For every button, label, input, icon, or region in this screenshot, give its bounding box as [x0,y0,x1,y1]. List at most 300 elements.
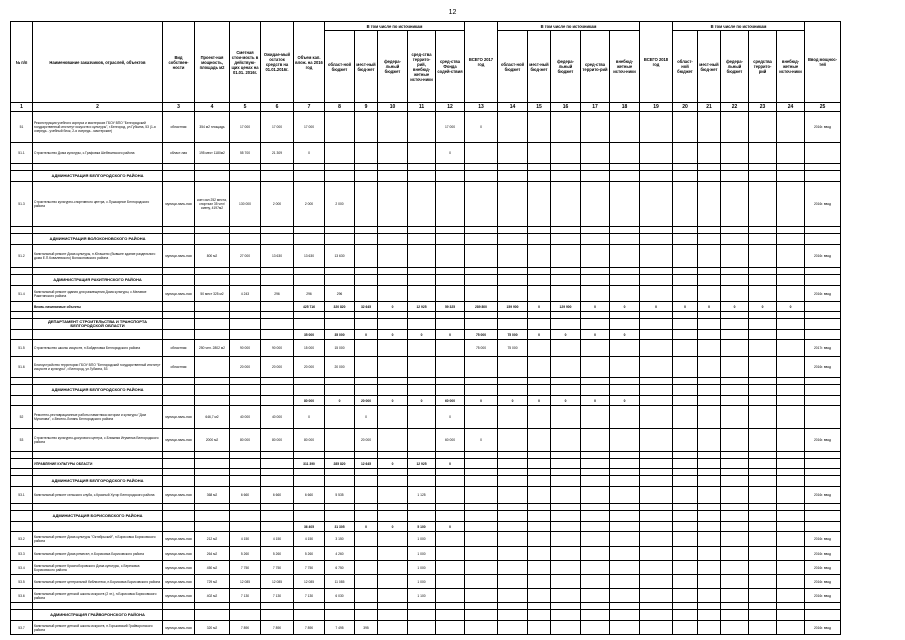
cell-value [378,561,408,575]
empty-cell [610,385,640,396]
cell-value: муници-паль-ная [163,245,195,268]
cell-value: 0 [777,302,805,312]
cell-value: муници-паль-ная [163,406,195,429]
cell-value: 0 [355,406,378,429]
cell-value [355,575,378,589]
cell-value [465,406,498,429]
empty-cell [498,610,528,621]
empty-cell [436,378,465,385]
column-number-row [11,103,841,112]
cell-value [528,547,551,561]
empty-cell [325,312,355,319]
empty-cell [610,378,640,385]
cell-value [355,532,378,547]
empty-cell [673,610,698,621]
cell-value [721,487,749,504]
cell-value: 20 000 [355,396,378,406]
cell-value: 15 000 [294,340,325,357]
row-number: 53.7 [11,621,33,635]
empty-cell [777,319,805,330]
cell-value [581,143,610,164]
cell-value: областная [163,357,195,378]
column-number: 19 [640,103,673,112]
cell-value [673,245,698,268]
empty-cell [551,385,581,396]
empty-cell [163,511,195,522]
subtotal-row [11,302,841,312]
empty-cell [805,275,841,286]
empty-cell [294,319,325,330]
empty-cell [230,504,261,511]
empty-cell [261,227,294,234]
empty-cell [528,385,551,396]
empty-cell [551,511,581,522]
cell-value [610,143,640,164]
column-number: 22 [721,103,749,112]
row-number: 51.4 [11,286,33,302]
column-number: 16 [551,103,581,112]
empty-cell [698,268,721,275]
cell-value [498,357,528,378]
empty-cell [698,378,721,385]
empty-cell [294,385,325,396]
empty-cell [465,378,498,385]
empty-cell [408,319,436,330]
cell-value [673,575,698,589]
cell-value [163,396,195,406]
empty-cell [378,164,408,171]
cell-value [581,406,610,429]
cell-value [749,396,777,406]
empty-cell [163,378,195,385]
cell-value: 27 000 [230,245,261,268]
empty-cell [805,312,841,319]
cell-value [698,112,721,143]
column-number: 18 [610,103,640,112]
cell-value [551,245,581,268]
cell-value [498,575,528,589]
cell-value [465,487,498,504]
empty-cell [261,469,294,476]
cell-value: 60 000 [436,396,465,406]
cell-value: 1 000 [408,575,436,589]
cell-value [465,575,498,589]
cell-value: 32 645 [355,302,378,312]
cell-value [498,621,528,635]
column-number: 2 [33,103,163,112]
cell-value [721,589,749,603]
cell-value [610,589,640,603]
cell-value: 4 150 [230,532,261,547]
empty-cell [261,378,294,385]
empty-cell [294,469,325,476]
cell-value [805,143,841,164]
empty-cell [436,312,465,319]
row-number: 52 [11,406,33,429]
empty-cell [498,452,528,459]
cell-value: 5 260 [261,547,294,561]
table-row [11,245,841,268]
cell-value: муници-паль-ная [163,589,195,603]
header-2018-local: мест-ный бюд-жет [698,31,721,103]
empty-cell [163,171,195,182]
empty-cell [551,469,581,476]
empty-cell [673,234,698,245]
cell-value [698,406,721,429]
row-number: 53.3 [11,547,33,561]
cell-value [378,340,408,357]
cell-value: 0 [610,330,640,340]
cell-value [465,561,498,575]
empty-cell [294,275,325,286]
cell-value: 75 000 [465,340,498,357]
column-number: 14 [498,103,528,112]
empty-cell [640,234,673,245]
empty-cell [261,275,294,286]
column-number: 21 [698,103,721,112]
row-number: 53 [11,429,33,452]
cell-value: 402 м2 [195,589,230,603]
cell-value [355,589,378,603]
cell-value: 6 030 [325,589,355,603]
header-2017-territory: сред-ства террито-рий [581,31,610,103]
column-number: 17 [581,103,610,112]
cell-value [230,330,261,340]
column-number: 1 [11,103,33,112]
cell-value: 35 000 [325,330,355,340]
cell-value [673,357,698,378]
empty-cell [355,312,378,319]
empty-cell [673,452,698,459]
cell-value: 17 000 [261,112,294,143]
empty-cell [805,511,841,522]
empty-cell [436,319,465,330]
cell-value: 17 000 [436,112,465,143]
object-name: Строительство культурно-досугового центра, с.Ближняя Игуменка Белгородского района [33,429,163,452]
cell-value [528,245,551,268]
empty-cell [528,312,551,319]
column-number: 9 [355,103,378,112]
empty-cell [378,476,408,487]
empty-cell [581,603,610,610]
cell-value [610,112,640,143]
object-name: Капитальный ремонт детской школы искусств (2 эт.), п.Борисовка Борисовского района [33,589,163,603]
cell-value [195,522,230,532]
cell-value: 800 м2 [195,245,230,268]
empty-cell [640,603,673,610]
cell-value: 0 [528,330,551,340]
cell-value [325,406,355,429]
cell-value [551,406,581,429]
cell-value: 0 [610,302,640,312]
empty-cell [610,469,640,476]
empty-cell [294,511,325,522]
cell-value: 90 000 [230,340,261,357]
header-2017-local: мест-ный бюд-жет [528,31,551,103]
empty-cell [551,476,581,487]
empty-cell [777,452,805,459]
header-2017-federal: федера-льный бюджет [551,31,581,103]
empty-cell [528,504,551,511]
row-number [11,302,33,312]
empty-cell [581,378,610,385]
cell-value [721,396,749,406]
empty-cell [378,312,408,319]
cell-value: 0 [528,396,551,406]
cell-value [551,575,581,589]
empty-cell [436,610,465,621]
empty-cell [11,227,33,234]
empty-cell [261,312,294,319]
empty-cell [11,171,33,182]
empty-cell [698,385,721,396]
empty-cell [355,610,378,621]
cell-value [378,143,408,164]
row-number: 51.5 [11,340,33,357]
header-commission: Ввод мощнос-тей [805,22,841,103]
cell-value [581,340,610,357]
cell-value: 21 309 [261,143,294,164]
empty-cell [408,504,436,511]
cell-value: 80 000 [294,396,325,406]
cell-value [698,340,721,357]
cell-value [408,182,436,227]
empty-cell [698,476,721,487]
empty-cell [355,469,378,476]
cell-value: 2016г. ввод [805,547,841,561]
cell-value: 450 м2 [195,561,230,575]
cell-value: 2 000 [294,182,325,227]
cell-value [610,286,640,302]
empty-cell [749,610,777,621]
empty-cell [698,610,721,621]
empty-cell [408,452,436,459]
empty-cell [777,234,805,245]
object-name [33,396,163,406]
empty-cell [551,610,581,621]
column-number: 10 [378,103,408,112]
empty-cell [378,378,408,385]
cell-value: 0 [551,396,581,406]
empty-cell [610,511,640,522]
section-title: АДМИНИСТРАЦИЯ РАКИТЯНСКОГО РАЙОНА [33,275,163,286]
row-number: 53.2 [11,532,33,547]
empty-cell [640,164,673,171]
cell-value [805,330,841,340]
cell-value: 0 [436,459,465,469]
cell-value [673,112,698,143]
empty-cell [33,227,163,234]
cell-value [749,589,777,603]
cell-value: 6 750 [325,561,355,575]
cell-value [325,143,355,164]
empty-cell [436,234,465,245]
empty-cell [436,452,465,459]
spacer-row [11,452,841,459]
empty-cell [408,610,436,621]
empty-cell [640,504,673,511]
cell-value [698,522,721,532]
empty-cell [408,268,436,275]
cell-value [436,561,465,575]
empty-cell [11,268,33,275]
cell-value: 320 м2 [195,621,230,635]
cell-value [551,532,581,547]
empty-cell [195,319,230,330]
cell-value [551,621,581,635]
cell-value [378,547,408,561]
empty-cell [11,275,33,286]
empty-cell [805,469,841,476]
empty-cell [610,164,640,171]
cell-value [465,143,498,164]
cell-value: 0 [294,143,325,164]
empty-cell [465,164,498,171]
cell-value [528,286,551,302]
empty-cell [465,504,498,511]
empty-cell [230,171,261,182]
empty-cell [355,378,378,385]
empty-cell [581,504,610,511]
cell-value [610,532,640,547]
cell-value [436,182,465,227]
empty-cell [195,452,230,459]
cell-value: 7 750 [230,561,261,575]
empty-cell [163,610,195,621]
object-name: Строительство школы искусств, п.Бойделовка Белгородского района [33,340,163,357]
cell-value [698,143,721,164]
empty-cell [640,319,673,330]
spacer-row [11,312,841,319]
empty-cell [749,171,777,182]
cell-value [528,532,551,547]
cell-value: 6 660 [230,487,261,504]
table-row [11,621,841,635]
empty-cell [261,610,294,621]
cell-value: 13 630 [325,245,355,268]
empty-cell [11,312,33,319]
cell-value [528,522,551,532]
cell-value [721,330,749,340]
cell-value [610,357,640,378]
empty-cell [33,603,163,610]
empty-cell [230,469,261,476]
empty-cell [261,603,294,610]
cell-value: 289 800 [465,302,498,312]
header-no: № п/п [11,22,33,103]
column-number: 13 [465,103,498,112]
empty-cell [33,378,163,385]
cell-value [528,406,551,429]
empty-cell [261,385,294,396]
cell-value [721,522,749,532]
row-number [11,522,33,532]
cell-value [528,561,551,575]
empty-cell [294,171,325,182]
cell-value [498,286,528,302]
cell-value: 0 [610,396,640,406]
empty-cell [465,312,498,319]
cell-value: 40 000 [230,406,261,429]
empty-cell [294,610,325,621]
row-number: 51.6 [11,357,33,378]
cell-value [355,245,378,268]
cell-value: 50 мест 325 м2 [195,286,230,302]
cell-value [640,459,673,469]
empty-cell [551,312,581,319]
cell-value [498,522,528,532]
cell-value: 12 645 [355,459,378,469]
cell-value: 195 мест 1180м2 [195,143,230,164]
cell-value [610,429,640,452]
empty-cell [581,610,610,621]
column-number: 20 [673,103,698,112]
empty-cell [610,227,640,234]
row-number: 51.3 [11,182,33,227]
empty-cell [610,476,640,487]
object-name: Строительство Дома культуры, с.Графовка Шебекинского района [33,143,163,164]
empty-cell [355,171,378,182]
empty-cell [749,164,777,171]
empty-cell [673,511,698,522]
empty-cell [721,234,749,245]
column-number: 25 [805,103,841,112]
cell-value: 296 [261,286,294,302]
cell-value [640,330,673,340]
empty-cell [355,275,378,286]
empty-cell [33,164,163,171]
empty-cell [294,476,325,487]
empty-cell [581,476,610,487]
empty-cell [355,385,378,396]
cell-value [777,396,805,406]
empty-cell [33,504,163,511]
row-number: 53.1 [11,487,33,504]
cell-value: 1 000 [408,532,436,547]
cell-value [673,182,698,227]
empty-cell [11,319,33,330]
cell-value: 0 [325,396,355,406]
empty-cell [261,171,294,182]
header-name: Наименование заказчиков, отраслей, объектов [33,22,163,103]
empty-cell [721,511,749,522]
cell-value: 296 [294,286,325,302]
cell-value [261,302,294,312]
cell-value [698,561,721,575]
empty-cell [721,268,749,275]
empty-cell [11,476,33,487]
cell-value: 250 чел. 2802 м2 [195,340,230,357]
cell-value: 1 000 [408,561,436,575]
object-name: Капитальный ремонт центральной библиотеки, п.Борисовка Борисовского района [33,575,163,589]
empty-cell [610,452,640,459]
cell-value [673,589,698,603]
cell-value [195,459,230,469]
cell-value [230,302,261,312]
cell-value: 0 [378,302,408,312]
empty-cell [465,171,498,182]
cell-value [163,330,195,340]
object-name: Строительство культурно-спортивного центра, с.Пушкарное Белгородского района [33,182,163,227]
cell-value [408,245,436,268]
cell-value [777,522,805,532]
empty-cell [498,511,528,522]
cell-value [581,286,610,302]
empty-cell [498,312,528,319]
cell-value: 7 890 [261,621,294,635]
cell-value [777,340,805,357]
cell-value: 0 [581,330,610,340]
